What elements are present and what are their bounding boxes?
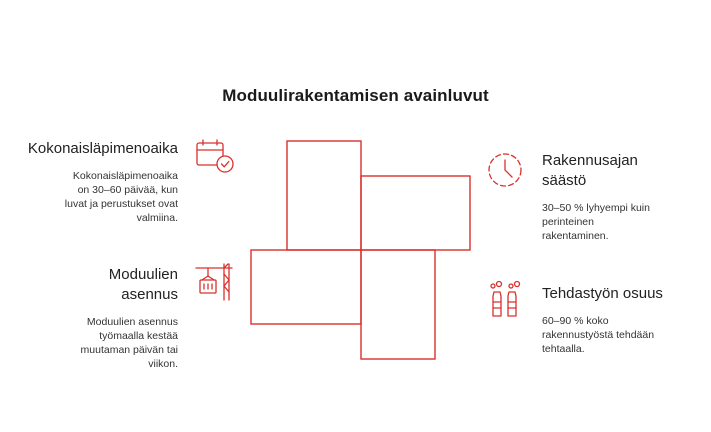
- calendar-check-icon: [194, 137, 238, 177]
- item-description: 30–50 % lyhyempi kuin perinteinen rakentaminen.: [542, 202, 650, 242]
- item-moduulien-asennus: [16, 265, 178, 371]
- item-heading: Rakennusajan säästö: [542, 152, 638, 189]
- crane-icon: [194, 262, 236, 302]
- clock-dashed-icon: [485, 150, 525, 190]
- item-description: Moduulien asennus työmaalla kestää muutaman päivän tai viikon.: [80, 316, 178, 370]
- module-block-bottom-right: [361, 250, 435, 359]
- item-heading: Kokonaisläpimenoaika: [27, 140, 178, 157]
- page-title: Moduulirakentamisen avainluvut: [222, 86, 489, 105]
- factory-chimneys-icon: [487, 280, 523, 320]
- item-heading: Tehdastyön osuus: [542, 285, 663, 302]
- item-rakennusajan-saasto: [542, 151, 702, 243]
- module-block-top-right: [361, 176, 470, 250]
- item-description: 60–90 % koko rakennustyöstä tehdään tehtaalla.: [542, 315, 655, 355]
- module-block-bottom-left: [251, 250, 361, 324]
- item-heading: Moduulien asennus: [108, 266, 178, 303]
- item-kokonaislapimenoaika: [16, 139, 178, 225]
- item-tehdastyon-osuus: [542, 284, 707, 356]
- item-description: Kokonaisläpimenoaika on 30–60 päivää, kun luvat ja perustukset ovat valmiina.: [64, 170, 178, 224]
- module-block-top-left: [287, 141, 361, 250]
